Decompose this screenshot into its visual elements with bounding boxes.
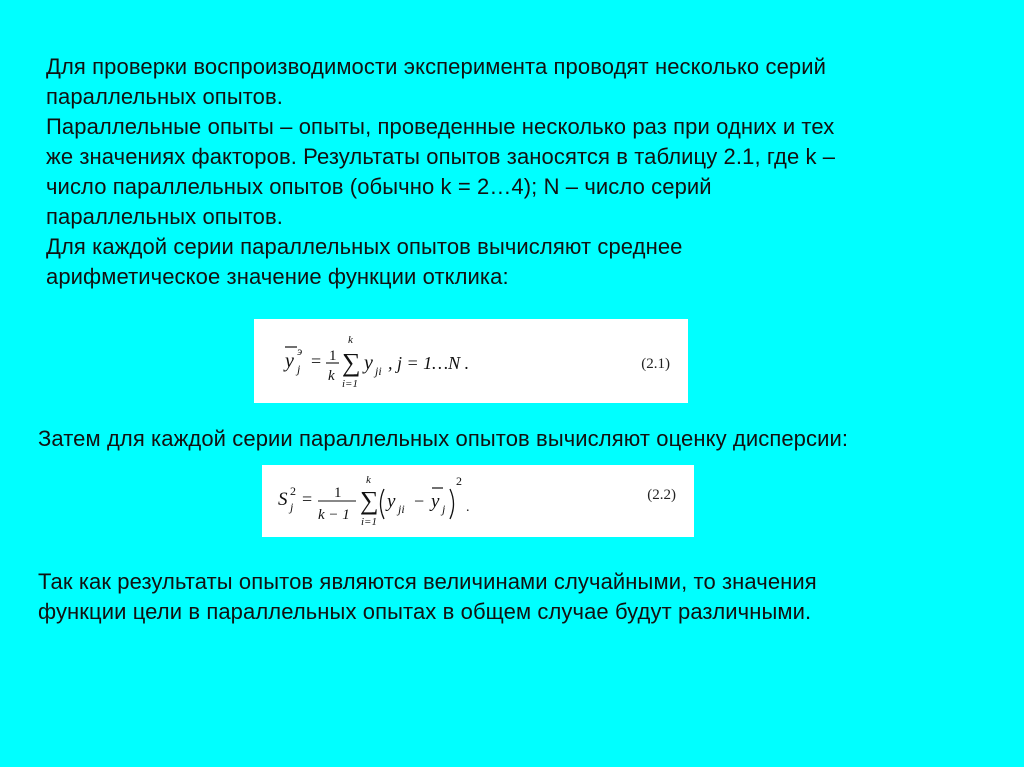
formula-dispersion: [262, 465, 694, 537]
text-line: Так как результаты опытов являются величинами случайными, то значения: [38, 569, 817, 594]
sum-upper-limit: k: [348, 334, 353, 346]
fraction-numerator: 1: [329, 348, 337, 364]
lhs-variable: S: [278, 489, 288, 510]
term-b-subscript: j: [442, 502, 446, 516]
text-line: Для проверки воспроизводимости эксперимента проводят несколько серий: [46, 54, 827, 79]
left-paren: [381, 489, 385, 519]
formula-number: (2.1): [641, 356, 670, 372]
sum-sign: ∑: [342, 348, 361, 377]
term-a-variable: y: [387, 491, 396, 512]
minus-sign: −: [414, 491, 425, 511]
equals-sign: =: [311, 351, 322, 371]
right-paren: [450, 489, 454, 519]
text-line: число параллельных опытов (обычно k = 2…4); N – число серий: [46, 174, 712, 199]
text-line: параллельных опытов.: [46, 84, 283, 109]
fraction-denominator: k − 1: [318, 507, 350, 523]
text-line: Параллельные опыты – опыты, проведенные несколько раз при одних и тех: [46, 114, 835, 139]
intro-paragraph: [46, 52, 835, 292]
text-line: же значениях факторов. Результаты опытов заносятся в таблицу 2.1, где k –: [46, 144, 836, 169]
formula-dispersion-expression: [276, 471, 576, 531]
text-line: функции цели в параллельных опытах в общем случае будут различными.: [38, 599, 812, 624]
term-subscript: ji: [375, 364, 382, 378]
sum-sign: ∑: [360, 486, 379, 515]
formula-mean-expression: [280, 329, 580, 393]
lhs-superscript: 2: [290, 484, 296, 498]
lhs-subscript: j: [297, 362, 301, 376]
sum-lower-limit: i=1: [342, 378, 358, 390]
term-a-subscript: ji: [398, 502, 405, 516]
dispersion-intro: [38, 424, 848, 454]
formula-number: (2.2): [647, 487, 676, 503]
lhs-subscript: j: [290, 500, 294, 514]
equals-sign: =: [302, 489, 313, 509]
formula-mean: [254, 319, 688, 403]
text-line: Затем для каждой серии параллельных опытов вычисляют оценку дисперсии:: [38, 426, 849, 451]
fraction-numerator: 1: [334, 485, 342, 501]
trailing-period: .: [466, 500, 470, 515]
term-b-variable: y: [431, 491, 440, 512]
power-exponent: 2: [456, 474, 462, 488]
term-variable: y: [364, 352, 373, 374]
sum-lower-limit: i=1: [361, 516, 377, 528]
lhs-variable: y: [285, 350, 294, 372]
text-line: арифметическое значение функции отклика:: [46, 264, 509, 289]
index-range: , j = 1…N .: [388, 353, 470, 373]
sum-upper-limit: k: [366, 474, 371, 486]
fraction-denominator: k: [328, 368, 335, 384]
text-line: параллельных опытов.: [46, 204, 283, 229]
text-line: Для каждой серии параллельных опытов вычисляют среднее: [46, 234, 683, 259]
lhs-superscript: э: [297, 344, 303, 358]
conclusion-paragraph: [38, 567, 817, 627]
